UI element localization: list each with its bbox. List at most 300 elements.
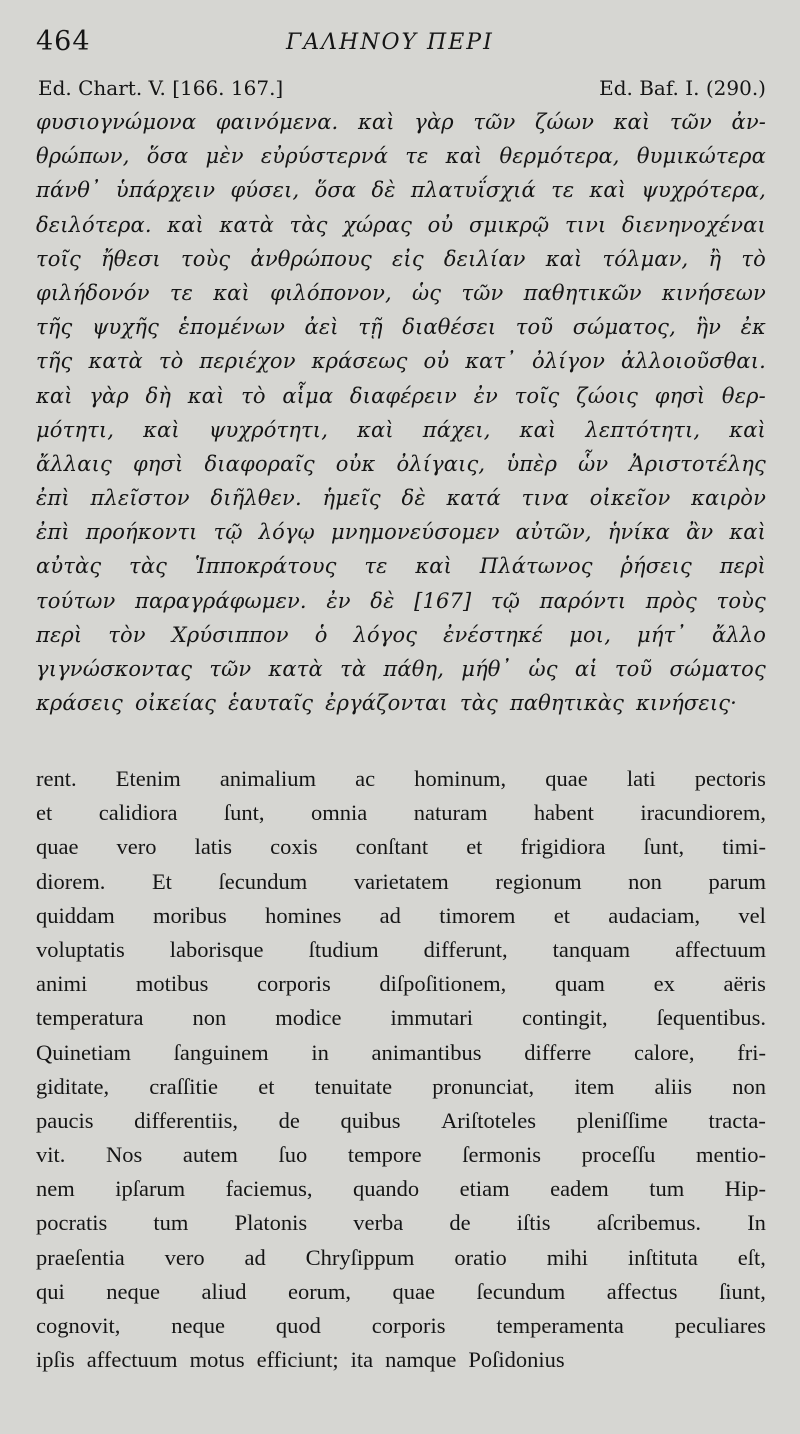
latin-word: namque <box>385 1347 457 1373</box>
latin-word: non <box>192 1005 227 1031</box>
latin-word: tenuitate <box>314 1073 393 1099</box>
greek-line <box>36 589 766 623</box>
greek-word: δὲ <box>401 486 426 511</box>
greek-word: ἐπὶ <box>36 486 70 511</box>
latin-word: ipſis <box>36 1347 75 1373</box>
latin-word: diorem. <box>36 868 106 894</box>
greek-word: οἰκεῖον <box>589 486 671 511</box>
latin-word: fri- <box>737 1039 766 1065</box>
greek-word: λεπτότητι, <box>585 417 701 442</box>
latin-word: Quinetiam <box>36 1039 131 1065</box>
latin-word: differre <box>524 1039 592 1065</box>
greek-word: τῆς <box>36 349 73 374</box>
greek-word: καὶ <box>143 417 180 442</box>
edition-references <box>38 76 766 106</box>
greek-line <box>36 281 766 315</box>
greek-word: τῶν <box>669 110 712 134</box>
greek-word: παθητικῶν <box>523 280 642 305</box>
latin-line <box>36 1142 766 1176</box>
latin-word: moribus <box>153 902 227 928</box>
greek-word: Χρύσιππον <box>171 622 289 647</box>
latin-line <box>36 1245 766 1279</box>
latin-word: animantibus <box>371 1039 482 1065</box>
greek-word: ἐνέστηκέ <box>443 622 544 647</box>
greek-line <box>36 520 766 554</box>
greek-line <box>36 247 766 281</box>
greek-word: τὸ <box>741 246 766 271</box>
latin-word: Nos <box>106 1142 143 1168</box>
greek-word: Ἱπποκράτους <box>194 554 337 579</box>
latin-word: mentio- <box>695 1142 766 1168</box>
latin-word: ſecundum <box>476 1278 566 1304</box>
greek-word: ὀλίγαις, <box>396 451 486 476</box>
greek-word: οἰκείας <box>134 691 217 716</box>
latin-word: de <box>449 1210 471 1236</box>
greek-word: διαφέρειν <box>349 383 457 408</box>
greek-word: περὶ <box>36 622 83 647</box>
greek-word: δὴ <box>145 383 172 408</box>
latin-word: de <box>278 1107 300 1133</box>
latin-word: Chryſippum <box>305 1244 415 1270</box>
greek-word: ἐπὶ <box>36 520 70 545</box>
greek-word: φησὶ <box>132 451 184 476</box>
latin-line <box>36 869 766 903</box>
greek-word: πρὸς <box>645 588 697 613</box>
latin-word: latis <box>194 834 233 860</box>
latin-word: parum <box>708 868 766 894</box>
latin-word: Et <box>151 868 172 894</box>
greek-word: ἄλλο <box>711 622 766 647</box>
greek-word: ὡς <box>528 657 558 681</box>
greek-word: σώματος, <box>572 315 676 340</box>
greek-word: φιλόπονον, <box>270 280 392 305</box>
greek-word: μότητι, <box>36 417 115 442</box>
latin-word: quibus <box>340 1107 401 1133</box>
greek-word: κινήσεις· <box>635 691 737 716</box>
greek-word: ὀλίγον <box>531 349 605 374</box>
greek-word: περιέχον <box>199 349 296 374</box>
latin-word: vit. <box>36 1142 66 1168</box>
latin-word: hominum, <box>414 766 507 791</box>
greek-word: Πλάτωνος <box>479 554 593 579</box>
greek-word: λόγος <box>353 622 418 647</box>
latin-word: giditate, <box>36 1073 110 1099</box>
greek-word: Ἀριστοτέλης <box>629 451 766 476</box>
latin-word: ad <box>379 902 401 928</box>
greek-word: ἐργάζονται <box>325 691 448 716</box>
latin-word: quae <box>392 1278 436 1304</box>
greek-word: κράσεως <box>311 349 408 374</box>
latin-word: ipſarum <box>115 1176 186 1202</box>
greek-word: ἀν- <box>731 110 766 134</box>
greek-word: πάθη, <box>383 657 445 681</box>
greek-word: καὶ <box>167 212 204 237</box>
latin-line <box>36 1040 766 1074</box>
latin-word: quam <box>554 971 605 997</box>
greek-line <box>36 384 766 418</box>
latin-word: animi <box>36 971 88 997</box>
greek-word: τόλμαν, <box>602 246 689 271</box>
greek-word: ἀνθρώπους <box>250 246 372 271</box>
latin-line <box>36 766 766 800</box>
latin-word: Hip- <box>724 1176 766 1202</box>
greek-word: ἐν <box>326 588 351 613</box>
greek-word: τῶν <box>461 280 504 305</box>
latin-word: in <box>311 1039 329 1065</box>
latin-word: ad <box>244 1244 266 1270</box>
latin-word: In <box>747 1210 766 1236</box>
latin-word: temperatura <box>36 1005 144 1031</box>
latin-word: quod <box>275 1313 321 1338</box>
latin-word: naturam <box>413 800 488 826</box>
greek-word: φαινόμενα. <box>215 110 339 134</box>
greek-word: ἣν <box>695 315 722 340</box>
latin-word: non <box>628 868 662 894</box>
running-title: ΓΑΛΗΝΟΥ ΠΕΡΙ <box>286 30 494 55</box>
greek-word: λόγῳ <box>258 520 315 545</box>
greek-word: τινι <box>564 212 607 237</box>
greek-line <box>36 178 766 212</box>
latin-word: coxis <box>270 834 318 860</box>
latin-word: iracundiorem, <box>640 800 766 826</box>
greek-word: οὐκ <box>335 451 376 476</box>
greek-word: τῇ <box>358 315 383 340</box>
latin-word: tanquam <box>552 936 631 962</box>
latin-word: animalium <box>219 766 317 791</box>
latin-word: habent <box>533 800 594 826</box>
greek-word: μήθ᾽ <box>461 657 512 681</box>
greek-word: ἑαυταῖς <box>228 691 314 716</box>
greek-word: τούτων <box>36 588 116 613</box>
greek-word: κατ᾽ <box>465 349 516 374</box>
greek-word: τῷ <box>490 588 520 613</box>
greek-word: καὶ <box>445 144 483 169</box>
greek-word: τοῖς <box>36 246 81 271</box>
latin-word: conſtant <box>355 834 429 860</box>
greek-line <box>36 418 766 452</box>
greek-line <box>36 486 766 520</box>
greek-word: οὐ <box>423 349 450 374</box>
greek-word: ἡμεῖς <box>322 486 381 511</box>
greek-word: τινα <box>521 486 570 511</box>
latin-word: paucis <box>36 1107 94 1133</box>
greek-word: πλεῖστον <box>90 486 190 511</box>
greek-word: μνημονεύσομεν <box>330 520 500 545</box>
greek-word: δὲ <box>370 588 395 613</box>
greek-word: [167] <box>414 588 472 613</box>
latin-word: tum <box>153 1210 189 1236</box>
greek-word: τοῦ <box>614 657 653 681</box>
latin-word: et <box>466 834 483 860</box>
latin-word: proceſſu <box>581 1142 656 1168</box>
latin-word: et <box>36 800 53 826</box>
latin-word: calore, <box>633 1039 695 1065</box>
greek-line <box>36 691 766 725</box>
latin-word: differentiis, <box>134 1107 239 1133</box>
greek-word: φύσει, <box>230 178 300 203</box>
latin-word: ac <box>355 766 376 791</box>
latin-word: Ariſtoteles <box>441 1107 537 1133</box>
greek-word: τε <box>169 280 194 305</box>
greek-word: φησὶ <box>654 383 706 408</box>
latin-word: item <box>574 1073 615 1099</box>
greek-word: δὲ <box>371 178 396 203</box>
greek-word: ζώων <box>535 110 595 134</box>
greek-word: τὸ <box>241 383 266 408</box>
latin-word: ſanguinem <box>173 1039 269 1065</box>
greek-word: τὰ <box>340 657 367 681</box>
greek-word: τὰς <box>459 691 498 716</box>
latin-word: laborisque <box>169 936 264 962</box>
latin-word: aëris <box>723 971 766 997</box>
latin-word: neque <box>106 1278 160 1304</box>
greek-word: τῷ <box>213 520 243 545</box>
latin-word: praeſentia <box>36 1244 125 1270</box>
latin-word: vero <box>116 834 157 860</box>
greek-word: τὰς <box>289 212 328 237</box>
greek-word: ὑπάρχειν <box>115 178 216 203</box>
greek-word: εὐρύστερνά <box>260 144 389 169</box>
greek-word: ὁ <box>314 622 328 647</box>
latin-word: et <box>258 1073 275 1099</box>
latin-word: ſunt, <box>643 834 685 860</box>
greek-word: καὶ <box>36 383 73 408</box>
latin-line <box>36 1313 766 1347</box>
greek-line <box>36 110 766 144</box>
greek-word: χώρας <box>343 212 413 237</box>
latin-line <box>36 1176 766 1210</box>
greek-word: ἀεὶ <box>304 315 339 340</box>
greek-word: σμικρῷ <box>468 212 550 237</box>
greek-word: ὅσα <box>314 178 357 203</box>
latin-line <box>36 1108 766 1142</box>
greek-word: τῶν <box>209 657 252 681</box>
latin-word: motibus <box>135 971 209 997</box>
greek-word: γὰρ <box>89 383 129 408</box>
greek-word: θερμότερα, <box>499 144 620 169</box>
greek-word: πάχει, <box>422 417 491 442</box>
greek-line <box>36 213 766 247</box>
greek-text-block <box>36 110 766 725</box>
greek-word: ἄλλαις <box>36 451 112 476</box>
latin-line <box>36 1210 766 1244</box>
latin-word: ſiunt, <box>719 1278 766 1304</box>
greek-word: ῥήσεις <box>620 554 692 579</box>
greek-word: ψυχρότητι, <box>208 417 329 442</box>
latin-word: qui <box>36 1278 65 1304</box>
greek-word: ἑπομένων <box>178 315 286 340</box>
greek-word: καὶ <box>729 417 766 442</box>
latin-word: non <box>732 1073 766 1099</box>
latin-word: eadem <box>550 1176 609 1202</box>
latin-word: quando <box>352 1176 420 1202</box>
latin-word: contingit, <box>521 1005 608 1031</box>
greek-line <box>36 554 766 588</box>
greek-word: σώματος <box>669 657 766 681</box>
greek-word: τῶν <box>473 110 516 134</box>
greek-word: παραγράφωμεν. <box>135 588 307 613</box>
greek-word: κράσεις <box>36 691 123 716</box>
latin-word: timi- <box>722 834 766 860</box>
greek-word: αἷμα <box>282 383 334 408</box>
greek-line <box>36 315 766 349</box>
latin-word: peculiares <box>674 1313 766 1338</box>
greek-word: καὶ <box>415 554 452 579</box>
edition-basel: Ed. Baf. I. (290.) <box>599 76 766 100</box>
running-head <box>36 26 764 66</box>
latin-word: quae <box>545 766 588 791</box>
greek-word: τε <box>405 144 429 169</box>
latin-word: aliud <box>201 1278 247 1304</box>
greek-word: καὶ <box>519 417 557 442</box>
greek-word: ὡς <box>412 280 442 305</box>
latin-word: affectus <box>606 1278 678 1304</box>
latin-word: Etenim <box>115 766 181 791</box>
greek-word: διενηνοχέναι <box>622 212 766 237</box>
greek-word: διῆλθεν. <box>210 486 302 511</box>
latin-word: iſtis <box>516 1210 551 1236</box>
latin-word: ita <box>350 1347 374 1373</box>
greek-word: ἂν <box>686 520 714 545</box>
greek-word: ἐν <box>473 383 498 408</box>
latin-word: regionum <box>495 868 582 894</box>
latin-word: ſermonis <box>462 1142 541 1168</box>
greek-word: δειλίαν <box>443 246 526 271</box>
greek-word: αἱ <box>574 657 598 681</box>
latin-word: quae <box>36 834 79 860</box>
latin-word: etiam <box>459 1176 510 1202</box>
latin-word: omnia <box>311 800 368 826</box>
latin-word: ſecundum <box>218 868 308 894</box>
greek-word: καὶ <box>187 383 225 408</box>
greek-word: τοὺς <box>180 246 231 271</box>
greek-word: παθητικὰς <box>509 691 624 716</box>
latin-word: varietatem <box>353 868 449 894</box>
latin-word: audaciam, <box>608 902 701 928</box>
greek-line <box>36 657 766 691</box>
greek-word: καὶ <box>613 110 651 134</box>
latin-word: aſcribemus. <box>596 1210 702 1236</box>
greek-word: καὶ <box>358 110 395 134</box>
latin-word: pronunciat, <box>432 1073 535 1099</box>
greek-word: κατά <box>446 486 501 511</box>
latin-word: ſunt, <box>223 800 265 826</box>
latin-word: pectoris <box>694 766 766 791</box>
greek-word: τὸ <box>158 349 184 374</box>
greek-word: φιλήδονόν <box>36 280 150 305</box>
latin-word: oratio <box>454 1244 507 1270</box>
greek-word: διαθέσει <box>402 315 497 340</box>
greek-word: ζώοις <box>576 383 639 408</box>
greek-word: πάνθ᾽ <box>36 178 101 203</box>
greek-line <box>36 144 766 178</box>
latin-word: vero <box>164 1244 205 1270</box>
latin-word: craſſitie <box>149 1073 219 1099</box>
greek-word: τοὺς <box>716 588 766 613</box>
greek-word: περὶ <box>719 554 766 579</box>
latin-word: eſt, <box>737 1244 766 1270</box>
greek-word: ἀλλοιοῦσθαι. <box>621 349 766 374</box>
latin-word: tempore <box>347 1142 422 1168</box>
latin-word: lati <box>626 766 656 791</box>
latin-word: frigidiora <box>520 834 606 860</box>
greek-word: ψυχρότερα, <box>641 178 766 203</box>
latin-word: vel <box>738 902 766 928</box>
latin-word: timorem <box>439 902 516 928</box>
latin-word: temperamenta <box>496 1313 624 1338</box>
greek-word: αὐτὰς <box>36 554 102 579</box>
latin-word: motus <box>189 1347 245 1373</box>
latin-word: aliis <box>654 1073 693 1099</box>
greek-word: προήκοντι <box>85 520 198 545</box>
greek-word: ἡνίκα <box>607 520 671 545</box>
latin-word: neque <box>171 1313 225 1338</box>
greek-word: καιρὸν <box>691 486 766 511</box>
latin-line <box>36 1347 766 1381</box>
latin-word: affectuum <box>675 936 766 962</box>
latin-word: pleniſſime <box>576 1107 668 1133</box>
greek-word: ἐκ <box>740 315 766 340</box>
greek-word: ὑπὲρ <box>506 451 558 476</box>
latin-word: et <box>553 902 570 928</box>
greek-word: ἤθεσι <box>101 246 161 271</box>
greek-word: καὶ <box>729 520 766 545</box>
edition-chartier: Ed. Chart. V. [166. 167.] <box>38 76 284 100</box>
latin-word: eorum, <box>287 1278 352 1304</box>
latin-word: ſuo <box>278 1142 308 1168</box>
latin-word: pocratis <box>36 1210 108 1236</box>
latin-word: inſtituta <box>627 1244 698 1270</box>
greek-word: τοῖς <box>514 383 560 408</box>
greek-line <box>36 452 766 486</box>
greek-word: κατὰ <box>88 349 143 374</box>
latin-word: Poſidonius <box>468 1347 565 1373</box>
greek-word: θερ- <box>721 383 766 408</box>
latin-word: calidiora <box>98 800 178 826</box>
latin-word: quiddam <box>36 902 115 928</box>
greek-word: δειλότερα. <box>36 212 152 237</box>
latin-word: Platonis <box>234 1210 308 1236</box>
greek-word: τοῦ <box>515 315 554 340</box>
latin-word: rent. <box>36 766 77 791</box>
greek-word: μήτ᾽ <box>637 622 686 647</box>
latin-word: tum <box>649 1176 685 1202</box>
latin-word: voluptatis <box>36 936 125 962</box>
latin-word: differunt, <box>423 936 508 962</box>
greek-word: γὰρ <box>414 110 454 134</box>
greek-word: οὐ <box>427 212 454 237</box>
greek-word: πλατυΐσχιά <box>410 178 536 203</box>
greek-word: κατὰ <box>219 212 274 237</box>
greek-word: τε <box>364 554 388 579</box>
greek-word: φυσιογνώμονα <box>36 110 197 134</box>
latin-text-block <box>36 766 766 1381</box>
greek-word: καὶ <box>213 280 250 305</box>
greek-word: κατὰ <box>268 657 323 681</box>
greek-word: εἰς <box>392 246 424 271</box>
latin-line <box>36 800 766 834</box>
greek-word: καὶ <box>545 246 583 271</box>
latin-line <box>36 1005 766 1039</box>
latin-word: faciemus, <box>225 1176 313 1202</box>
greek-word: αὐτῶν, <box>515 520 592 545</box>
latin-word: cognovit, <box>36 1313 121 1338</box>
latin-word: affectuum <box>86 1347 178 1373</box>
latin-line <box>36 971 766 1005</box>
latin-line <box>36 834 766 868</box>
greek-word: τὸν <box>108 622 146 647</box>
latin-word: verba <box>353 1210 404 1236</box>
